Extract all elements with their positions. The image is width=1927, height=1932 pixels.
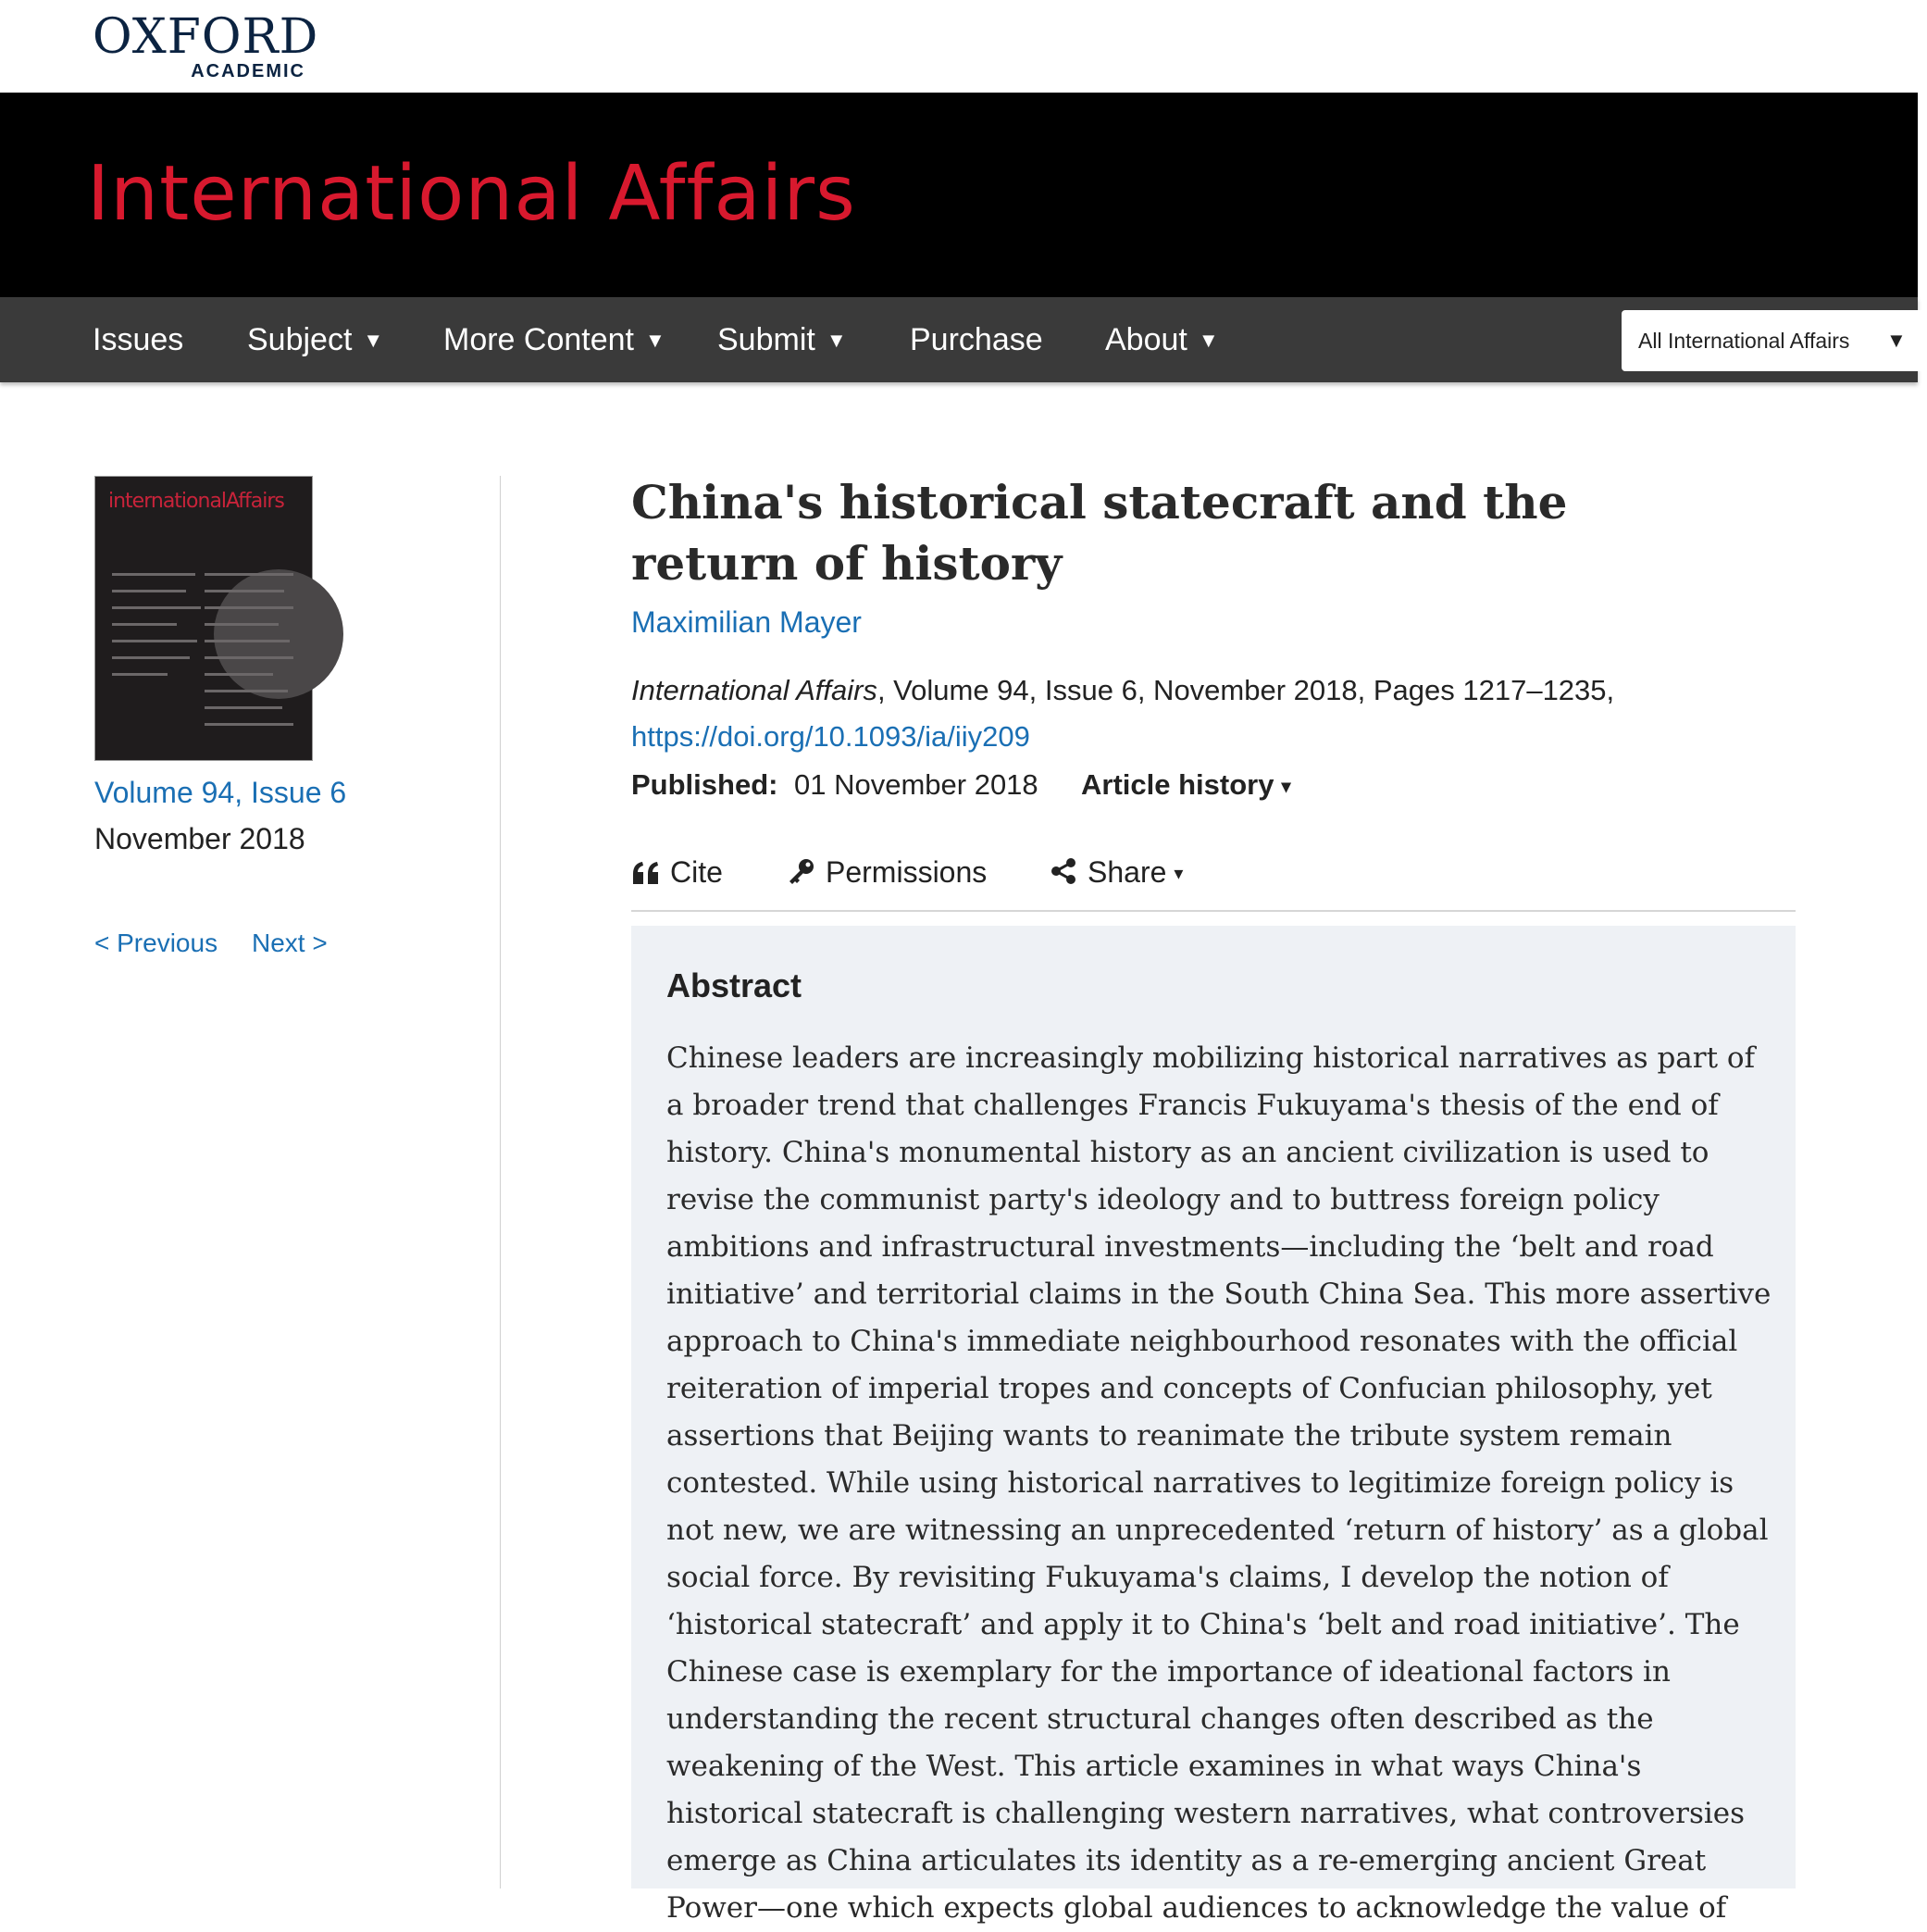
cover-text-line (205, 573, 293, 576)
key-icon (787, 856, 816, 893)
cover-text-line (112, 673, 168, 676)
nav-submit-label: Submit (717, 322, 815, 357)
journal-title[interactable]: International Affairs (87, 150, 856, 238)
search-scope-value: All International Affairs (1638, 329, 1850, 353)
cover-text-line (205, 673, 273, 676)
share-button[interactable] (1049, 855, 1183, 893)
permissions-button[interactable] (787, 855, 987, 893)
published-label: Published: (631, 768, 778, 801)
chevron-down-icon: ▾ (1174, 864, 1184, 884)
cover-text-line (112, 590, 186, 592)
cover-text-line (205, 706, 282, 709)
article-history-label: Article history (1081, 768, 1274, 801)
cite-button[interactable] (631, 855, 723, 893)
issue-date: November 2018 (94, 822, 305, 855)
main-nav (0, 297, 1918, 382)
cover-text-line (205, 590, 284, 592)
nav-about-label: About (1105, 322, 1187, 357)
cover-text-line (112, 640, 197, 642)
cover-text-line (112, 656, 190, 659)
cover-text-line (205, 690, 288, 692)
chevron-down-icon: ▼ (1198, 329, 1219, 352)
citation-details: , Volume 94, Issue 6, November 2018, Pages 1217–1235, (876, 674, 1615, 706)
previous-article-link[interactable]: < Previous (94, 929, 218, 957)
cover-text-line (205, 606, 293, 609)
doi-link[interactable]: https://doi.org/10.1093/ia/iiy209 (631, 720, 1030, 753)
nav-subject-label: Subject (247, 322, 353, 357)
cite-label: Cite (670, 855, 723, 889)
share-icon (1049, 856, 1078, 893)
issue-cover-image[interactable] (94, 476, 313, 761)
citation-line (631, 674, 1614, 707)
nav-issues-label: Issues (93, 322, 184, 357)
quote-icon (631, 859, 661, 893)
next-article-link[interactable]: Next > (252, 929, 328, 957)
oxford-academic-logo[interactable] (93, 9, 319, 81)
chevron-down-icon: ▼ (1886, 329, 1907, 352)
cover-text-line (112, 573, 195, 576)
tools-divider (631, 910, 1796, 912)
search-scope-select[interactable] (1622, 310, 1927, 371)
nav-purchase-label: Purchase (910, 322, 1043, 357)
share-label: Share (1088, 855, 1167, 889)
abstract-section (631, 926, 1796, 1925)
nav-submit[interactable] (717, 297, 847, 382)
abstract-heading: Abstract (666, 966, 802, 1004)
nav-more-content[interactable] (443, 297, 665, 382)
cover-text-line (112, 623, 177, 626)
cover-graphic (214, 569, 343, 699)
nav-purchase[interactable] (910, 297, 1043, 382)
volume-issue-link[interactable]: Volume 94, Issue 6 (94, 776, 347, 809)
chevron-down-icon: ▼ (645, 329, 665, 352)
nav-more-content-label: More Content (443, 322, 634, 357)
chevron-down-icon: ▾ (1281, 777, 1291, 797)
abstract-text: Chinese leaders are increasingly mobilizing historical narratives as part of a broader trend that challenges Francis Fukuyama's thesis of the end of history. China's monumental history as an ancient civilization is used to revise the communist party's ideology and to buttress foreign policy ambitions and infrastructural investments—including the ‘belt and road initiative’ and territorial claims in the South China Sea. This more assertive approach to China's immediate neighbourhood resonates with the official reiteration of imperial tropes and concepts of Confucian philosophy, yet assertions that Beijing wants to reanimate the tribute system remain contested. While using historical narratives to legitimize foreign policy is not new, we are witnessing an unprecedented ‘return of history’ as a global social force. By revisiting Fukuyama's claims, I develop the notion of ‘historical statecraft’ and apply it to China's ‘belt and road initiative’. The Chinese case is exemplary for the importance of ideational factors in understanding the recent structural changes often described as the weakening of the West. This article examines in what ways China's historical statecraft is challenging western narratives, what controversies emerge as China articulates its identity as a re-emerging ancient Great Power—one which expects global audiences to acknowledge the value of (666, 1041, 1772, 1925)
article-title: China's historical statecraft and the return of history (631, 475, 1568, 591)
cover-text-line (112, 606, 201, 609)
cover-text-line (205, 623, 279, 626)
published-date: 01 November 2018 (794, 768, 1038, 801)
logo-academic-text: ACADEMIC (191, 61, 305, 81)
logo-oxford-text: OXFORD (93, 9, 319, 65)
chevron-down-icon: ▼ (363, 329, 384, 352)
nav-issues[interactable] (93, 297, 183, 382)
cover-text-line (205, 723, 293, 726)
nav-subject[interactable] (247, 297, 383, 382)
author-link[interactable]: Maximilian Mayer (631, 605, 862, 639)
journal-banner (0, 93, 1918, 297)
cover-text-line (205, 656, 293, 659)
cover-text-line (205, 640, 290, 642)
chevron-down-icon: ▼ (826, 329, 847, 352)
article-history-toggle[interactable] (1081, 768, 1291, 802)
site-header (0, 0, 1918, 93)
cover-title: internationalAffairs (108, 490, 284, 513)
permissions-label: Permissions (826, 855, 988, 889)
citation-journal-name: International Affairs (631, 674, 877, 706)
column-divider (500, 476, 501, 1888)
nav-about[interactable] (1105, 297, 1219, 382)
